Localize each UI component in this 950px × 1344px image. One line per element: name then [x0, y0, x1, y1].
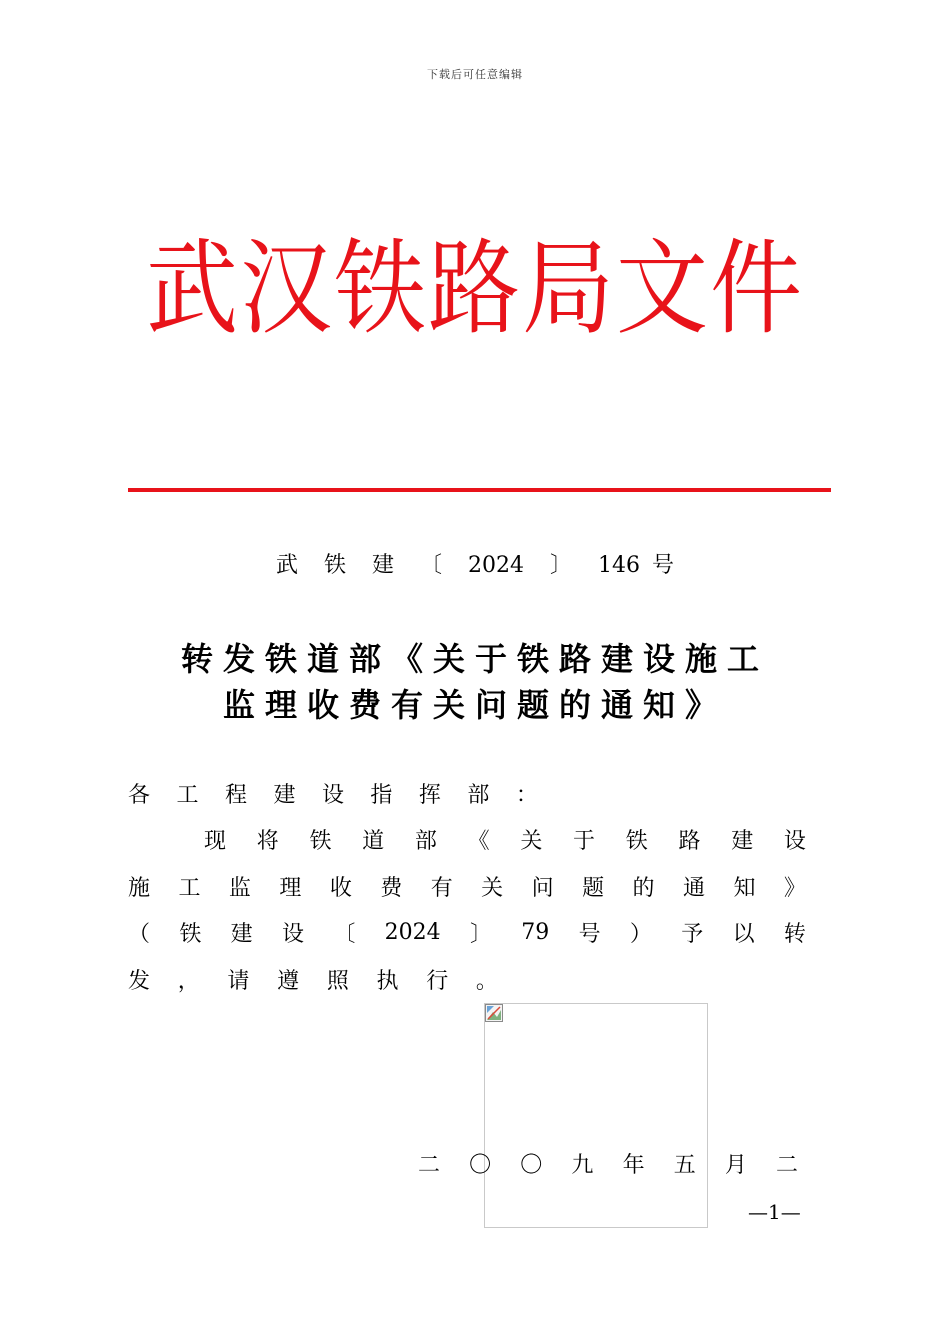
doc-number-char: 号: [652, 553, 675, 578]
body-char: 关: [520, 829, 543, 854]
body-line-3: [128, 917, 806, 948]
image-placeholder-frame: [484, 1003, 708, 1228]
body-char: 通: [682, 876, 705, 901]
body-char: 于: [573, 829, 596, 854]
body-char: 发: [128, 969, 151, 994]
salutation-char: 指: [370, 783, 393, 808]
body-char: 铁: [625, 829, 648, 854]
body-char: 予: [681, 922, 704, 947]
body-char: 关: [481, 876, 504, 901]
body-char: 问: [531, 876, 554, 901]
salutation-char: 程: [224, 783, 247, 808]
body-char: 》: [783, 876, 806, 901]
body-char: 理: [279, 876, 302, 901]
date-char: 〇: [469, 1153, 492, 1178]
date-char: 月: [724, 1153, 747, 1178]
salutation-char: 挥: [418, 783, 441, 808]
body-char: 以: [732, 922, 755, 947]
body-char: 铁: [179, 922, 202, 947]
body-char: 监: [228, 876, 251, 901]
body-char: 设: [783, 829, 806, 854]
body-char: 号: [578, 922, 601, 947]
body-char: ）: [629, 922, 652, 947]
body-line-2: [128, 871, 806, 902]
date-line: [418, 1148, 798, 1179]
body-char: ，: [177, 969, 200, 994]
body-char: 路: [678, 829, 701, 854]
body-char: 的: [632, 876, 655, 901]
body-char: 工: [178, 876, 201, 901]
salutation-char: ：: [515, 783, 538, 808]
doc-number-char: 〕: [550, 553, 573, 578]
body-char: 铁: [309, 829, 332, 854]
body-char: 部: [414, 829, 437, 854]
body-char: 费: [380, 876, 403, 901]
body-char: 收: [329, 876, 352, 901]
salutation-char: 设: [321, 783, 344, 808]
doc-number-char: 建: [371, 553, 394, 578]
document-title-line-2: 监理收费有关问题的通知》: [222, 686, 727, 724]
body-char: 照: [326, 969, 349, 994]
doc-number-char: 铁: [323, 553, 346, 578]
broken-image-icon: [485, 1004, 503, 1022]
doc-number-char: 2024: [468, 553, 525, 578]
salutation-char: 部: [467, 783, 490, 808]
date-char: 九: [571, 1153, 594, 1178]
body-char: 题: [582, 876, 605, 901]
body-char: 。: [475, 969, 498, 994]
date-char: 二: [418, 1153, 441, 1178]
body-line-4: [128, 964, 498, 995]
body-char: 遵: [277, 969, 300, 994]
body-char: 转: [783, 922, 806, 947]
body-char: 请: [227, 969, 250, 994]
page-number: —1—: [748, 1200, 801, 1224]
body-char: 行: [426, 969, 449, 994]
body-char: 〕: [469, 922, 492, 947]
body-char: 建: [731, 829, 754, 854]
header-note: 下载后可任意编辑: [427, 68, 523, 81]
date-char: 五: [673, 1153, 696, 1178]
salutation-char: 各: [128, 783, 151, 808]
doc-number-char: 武: [275, 553, 298, 578]
salutation-char: 工: [176, 783, 199, 808]
body-char: 设: [281, 922, 304, 947]
body-char: 2024: [384, 920, 441, 945]
date-char: 〇: [520, 1153, 543, 1178]
body-char: 79: [521, 920, 550, 945]
body-char: 《: [467, 829, 490, 854]
date-char: 二: [775, 1153, 798, 1178]
masthead-title: 武汉铁路局文件: [145, 228, 804, 349]
body-char: 执: [376, 969, 399, 994]
body-char: 〔: [333, 922, 356, 947]
doc-number-char: 〔: [420, 553, 443, 578]
date-char: 年: [622, 1153, 645, 1178]
document-title-line-1: 转发铁道部《关于铁路建设施工: [180, 640, 769, 678]
body-char: 知: [733, 876, 756, 901]
body-char: 现: [204, 829, 227, 854]
red-divider-rule: [128, 488, 831, 492]
body-char: （: [128, 922, 151, 947]
salutation: [128, 778, 538, 809]
body-char: 建: [230, 922, 253, 947]
body-char: 施: [128, 876, 151, 901]
body-line-1: [204, 824, 806, 855]
body-char: 将: [256, 829, 279, 854]
body-char: 有: [430, 876, 453, 901]
doc-number-char: 146: [598, 553, 641, 578]
body-char: 道: [362, 829, 385, 854]
salutation-char: 建: [273, 783, 296, 808]
document-number: [0, 548, 950, 579]
